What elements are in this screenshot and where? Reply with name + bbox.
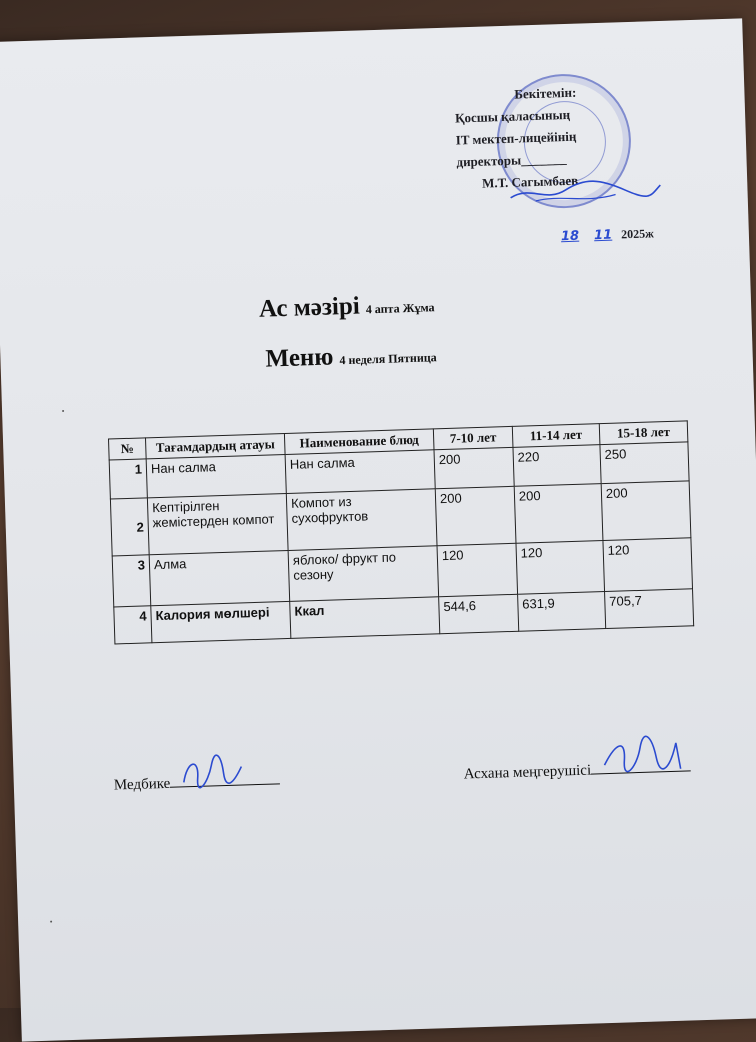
approval-position: директоры_______ [456,151,567,170]
row-value-7-10: 120 [437,543,517,596]
header-age-11-14: 11-14 лет [512,424,600,448]
row-num: 1 [109,459,147,499]
row-value-15-18: 200 [601,481,691,541]
nurse-signature-block [114,769,281,794]
approval-director-name: М.Т. Сагымбаев [481,172,579,191]
nurse-signature [177,752,248,790]
date-year: 2025ж [620,226,655,242]
header-ru-name: Наименование блюд [284,429,434,455]
row-ru-name: яблоко/ фрукт по сезону [288,546,439,602]
row-value-7-10: 200 [434,447,514,488]
nurse-signature-line [170,769,280,787]
nurse-label: Медбике [113,775,171,794]
director-signature [505,171,666,216]
menu-document [0,18,756,1041]
row-value-7-10: 544,6 [439,594,519,633]
title-kz-main: Ас мәзірі [258,292,361,323]
row-kz-name: Нан салма [146,455,286,498]
row-value-11-14: 631,9 [517,592,605,632]
kitchen-head-signature [600,732,691,775]
date-day: 18 [560,228,580,245]
row-ru-name: Компот из сухофруктов [286,489,437,551]
row-value-11-14: 200 [514,484,603,544]
row-ru-name: Ккал [290,597,440,639]
approval-city: Қосшы қаласының [454,106,571,126]
title-kz [259,290,435,323]
title-ru-sub: 4 неделя Пятница [339,350,437,368]
row-value-15-18: 705,7 [604,589,693,629]
title-kz-sub: 4 апта Жұма [365,300,435,317]
header-age-7-10: 7-10 лет [433,426,512,449]
row-kz-name: Алма [149,550,290,605]
approval-date [555,226,654,244]
header-num: № [109,438,147,460]
approval-school: IT мектеп-лицейінің [455,128,577,148]
row-value-7-10: 200 [435,486,516,545]
title-ru [265,340,437,373]
kitchen-head-signature-block [463,756,691,783]
paper-speck [62,410,64,412]
date-month: 11 [593,227,613,244]
row-value-11-14: 120 [516,541,605,595]
menu-table [108,420,694,644]
row-num: 2 [110,498,149,556]
row-num: 4 [114,606,152,644]
row-value-15-18: 250 [600,442,689,484]
header-kz-name: Тағамдардың атауы [145,434,285,459]
row-value-11-14: 220 [513,445,601,487]
paper-speck [50,921,52,923]
kitchen-head-signature-line [591,756,691,774]
row-value-15-18: 120 [603,538,693,592]
row-kz-name: Кептірілген жемістерден компот [147,493,288,554]
row-ru-name: Нан салма [285,450,435,494]
approval-heading: Бекітемін: [514,84,577,102]
kitchen-head-label: Асхана меңгерушісі [463,762,592,783]
header-age-15-18: 15-18 лет [599,421,688,445]
row-num: 3 [112,555,151,607]
row-kz-name: Калория мөлшері [151,601,291,642]
title-ru-main: Меню [265,343,334,373]
